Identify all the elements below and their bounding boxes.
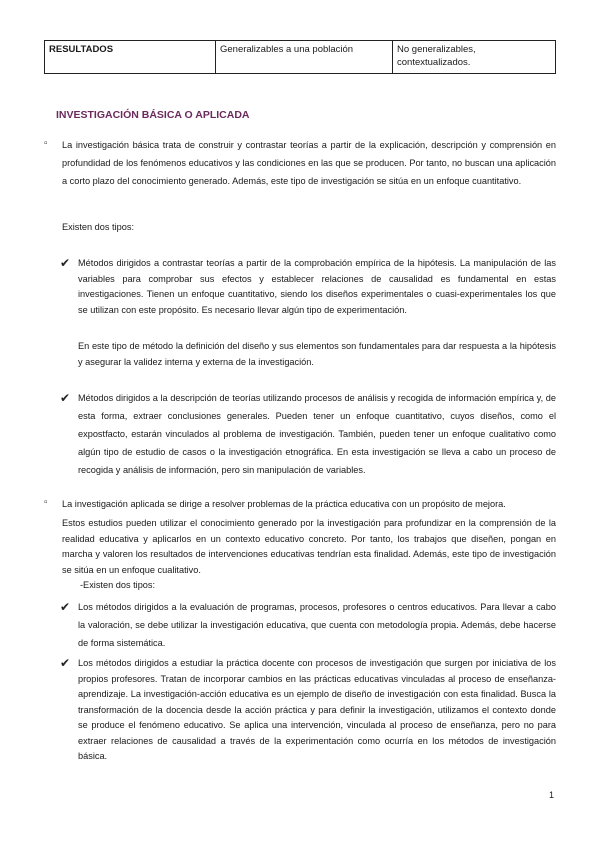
bullet-method-description: Métodos dirigidos a la descripción de teorías utilizando procesos de análisis y recogida de información empírica y, de esta forma, extraer conclusiones generales. Pueden tener un enfoque cuantitativo, cuyos diseños, como el expostfacto, estarán vinculados al problema de investigación. También, pueden tener un enfoque cualitativo como algún tipo de estudio de casos o la investigación etnográfica. En esta investigación se lleva a cabo un proceso de recogida y análisis de información, pero sin manipulación de variables. — [78, 393, 556, 475]
table-cell: Generalizables a una población — [216, 41, 393, 74]
square-bullet-icon: ▫ — [44, 138, 48, 149]
results-table — [44, 40, 556, 74]
bullet-method-evaluation: Los métodos dirigidos a la evaluación de programas, procesos, profesores o centros educativos. Para llevar a cabo la valoración, se debe utilizar la investigación educativa, que cuenta con metodología propia. Además, debe hacerse de forma sistemática. — [78, 602, 556, 648]
checkmark-icon: ✔ — [60, 391, 71, 405]
checkmark-icon: ✔ — [60, 600, 71, 614]
table-header-cell: RESULTADOS — [45, 41, 216, 74]
page-number: 1 — [548, 790, 554, 800]
paragraph-types-label: Existen dos tipos: — [62, 222, 135, 232]
paragraph-basic-research: La investigación básica trata de construir y contrastar teorías a partir de la explicación, descripción y comprensión en profundidad de los fenómenos educativos y las condiciones en las que se producen. Por tanto, no buscan una aplicación a corto plazo del conocimiento generado. Además, este tipo de investigación se sitúa en un enfoque cuantitativo. — [62, 140, 556, 186]
checkmark-icon: ✔ — [60, 656, 71, 670]
bullet-method-practice: Los métodos dirigidos a estudiar la práctica docente con procesos de investigación que surgen por iniciativa de los propios profesores. Tratan de incorporar cambios en las prácticas educativas vinculadas al proceso de enseñanza-aprendizaje. La investigación-acción educativa es un ejemplo de diseño de investigación con esta finalidad. Busca la transformación de la docencia desde la acción práctica y para definir la investigación, utilizamos el contexto donde se produce el fenómeno educativo. Se aplica una intervención, vinculada al proceso de enseñanza, pero no para extraer relaciones de causalidad a través de la experimentación como ocurría en los métodos de investigación básica. — [78, 658, 556, 761]
table-cell: No generalizables, contextualizados. — [393, 41, 556, 74]
paragraph-types-label-2: -Existen dos tipos: — [80, 580, 156, 590]
table-row — [45, 41, 556, 74]
bullet-method-contrast-extra: En este tipo de método la definición del diseño y sus elementos son fundamentales para dar respuesta a la hipótesis y asegurar la validez interna y externa de la investigación. — [78, 341, 556, 367]
bullet-method-contrast: Métodos dirigidos a contrastar teorías a partir de la comprobación empírica de la hipótesis. La manipulación de las variables para comprobar sus efectos y establecer relaciones de causalidad es fundamental en estas investigaciones. Tienen un enfoque cuantitativo, siendo los diseños experimentales o cuasi-experimentales los que se utilizan con este propósito. Es necesario llevar algún tipo de experimentación. — [78, 258, 556, 315]
square-bullet-icon: ▫ — [44, 497, 48, 508]
paragraph-applied-research: La investigación aplicada se dirige a resolver problemas de la práctica educativa con un propósito de mejora. — [62, 499, 506, 509]
checkmark-icon: ✔ — [60, 256, 71, 270]
paragraph-applied-body: Estos estudios pueden utilizar el conocimiento generado por la investigación para profundizar en la comprensión de la realidad educativa y aplicarlos en un contexto educativo concreto. Por tanto, los trabajos que diseñen, pongan en marcha y valoren los resultados de intervenciones educativas tendrían esta finalidad. Además, este tipo de investigación se sitúa en un enfoque cualitativo. — [62, 518, 556, 575]
section-title: INVESTIGACIÓN BÁSICA O APLICADA — [56, 109, 250, 121]
